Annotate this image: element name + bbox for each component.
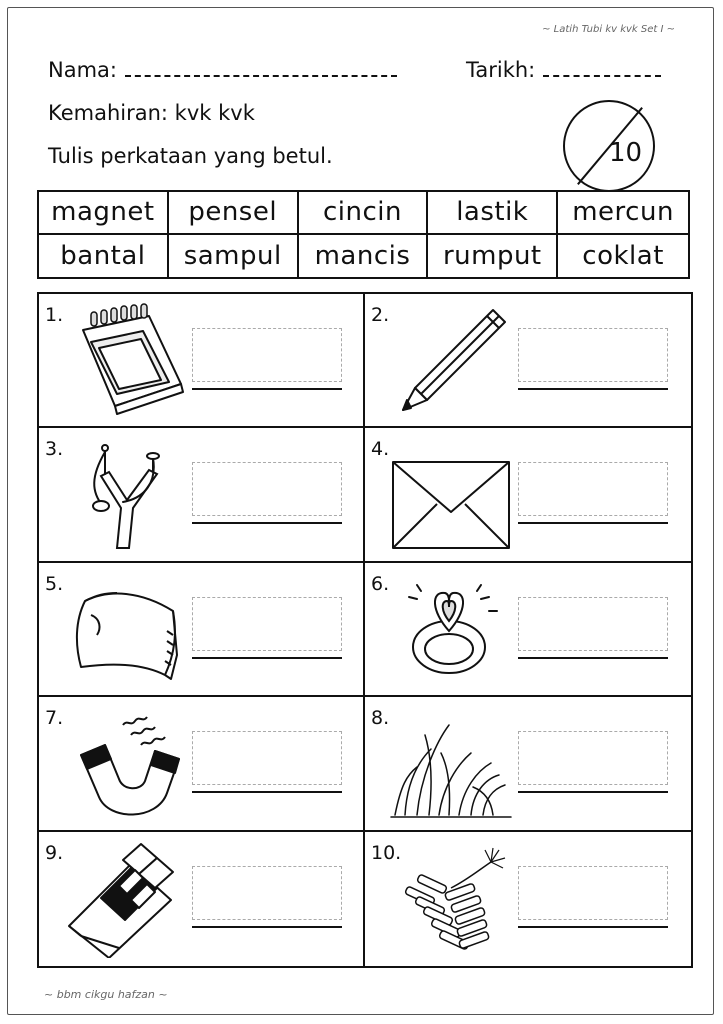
- question-cell-1: [39, 294, 365, 428]
- answer-line: [192, 657, 342, 659]
- question-number: 9.: [45, 841, 64, 864]
- word-bank-cell: mercun: [558, 192, 688, 235]
- answer-line: [192, 522, 342, 524]
- question-number: 3.: [45, 438, 64, 461]
- answer-box[interactable]: [192, 462, 342, 516]
- answer-box[interactable]: [518, 866, 668, 920]
- answer-box[interactable]: [192, 731, 342, 785]
- date-blank[interactable]: [543, 61, 661, 77]
- question-grid: [37, 292, 693, 968]
- answer-line: [192, 791, 342, 793]
- firecracker-icon: [387, 840, 517, 958]
- pillow-icon: [61, 571, 191, 689]
- question-cell-8: [365, 697, 691, 831]
- answer-box[interactable]: [518, 597, 668, 651]
- name-blank[interactable]: [125, 61, 397, 77]
- ring-icon: [387, 571, 517, 689]
- instruction-text: Tulis perkataan yang betul.: [48, 144, 333, 168]
- question-number: 7.: [45, 707, 64, 730]
- question-number: 8.: [371, 707, 390, 730]
- question-cell-3: [39, 428, 365, 562]
- word-bank-cell: lastik: [428, 192, 558, 235]
- answer-line: [518, 388, 668, 390]
- question-number: 5.: [45, 572, 64, 595]
- question-number: 6.: [371, 572, 390, 595]
- date-label: Tarikh:: [466, 58, 536, 82]
- score-total: 10: [609, 138, 643, 168]
- question-cell-9: [39, 832, 365, 966]
- word-bank-cell: coklat: [582, 240, 664, 271]
- envelope-icon: [387, 436, 517, 554]
- answer-box[interactable]: [518, 328, 668, 382]
- question-number: 2.: [371, 304, 390, 326]
- word-bank-cell: sampul: [169, 235, 299, 278]
- question-cell-6: [365, 563, 691, 697]
- word-bank-cell: pensel: [169, 192, 299, 235]
- answer-box[interactable]: [518, 462, 668, 516]
- question-cell-10: [365, 832, 691, 966]
- worksheet-set-label: ~ Latih Tubi kv kvk Set I ~: [542, 24, 675, 35]
- answer-line: [518, 926, 668, 928]
- magnet-icon: [61, 705, 191, 823]
- answer-line: [192, 926, 342, 928]
- word-bank-cell: magnet: [39, 192, 169, 235]
- chocolate-icon: [61, 840, 191, 958]
- answer-line: [518, 522, 668, 524]
- name-label: Nama:: [48, 58, 117, 82]
- question-number: 4.: [371, 438, 390, 461]
- question-cell-2: [365, 294, 691, 428]
- slingshot-icon: [61, 436, 191, 554]
- answer-line: [518, 791, 668, 793]
- matchbox-icon: [61, 302, 191, 420]
- name-field[interactable]: [48, 58, 397, 82]
- answer-box[interactable]: [192, 328, 342, 382]
- skill-text: Kemahiran: kvk kvk: [48, 101, 255, 125]
- answer-box[interactable]: [518, 731, 668, 785]
- footer-credit: ~ bbm cikgu hafzan ~: [44, 988, 168, 1001]
- question-cell-4: [365, 428, 691, 562]
- answer-box[interactable]: [192, 866, 342, 920]
- word-bank-cell: rumput: [428, 235, 558, 278]
- grass-icon: [387, 705, 517, 823]
- word-bank: [37, 190, 690, 279]
- answer-line: [192, 388, 342, 390]
- word-bank-cell: mancis: [299, 235, 429, 278]
- pencil-icon: [387, 302, 517, 420]
- date-field[interactable]: [466, 58, 661, 82]
- question-number: 10.: [371, 841, 402, 864]
- answer-line: [518, 657, 668, 659]
- word-bank-cell: cincin: [299, 192, 429, 235]
- question-cell-7: [39, 697, 365, 831]
- answer-box[interactable]: [192, 597, 342, 651]
- word-bank-cell: bantal: [39, 235, 169, 278]
- score-circle: [563, 100, 655, 192]
- question-cell-5: [39, 563, 365, 697]
- question-number: 1.: [45, 304, 64, 326]
